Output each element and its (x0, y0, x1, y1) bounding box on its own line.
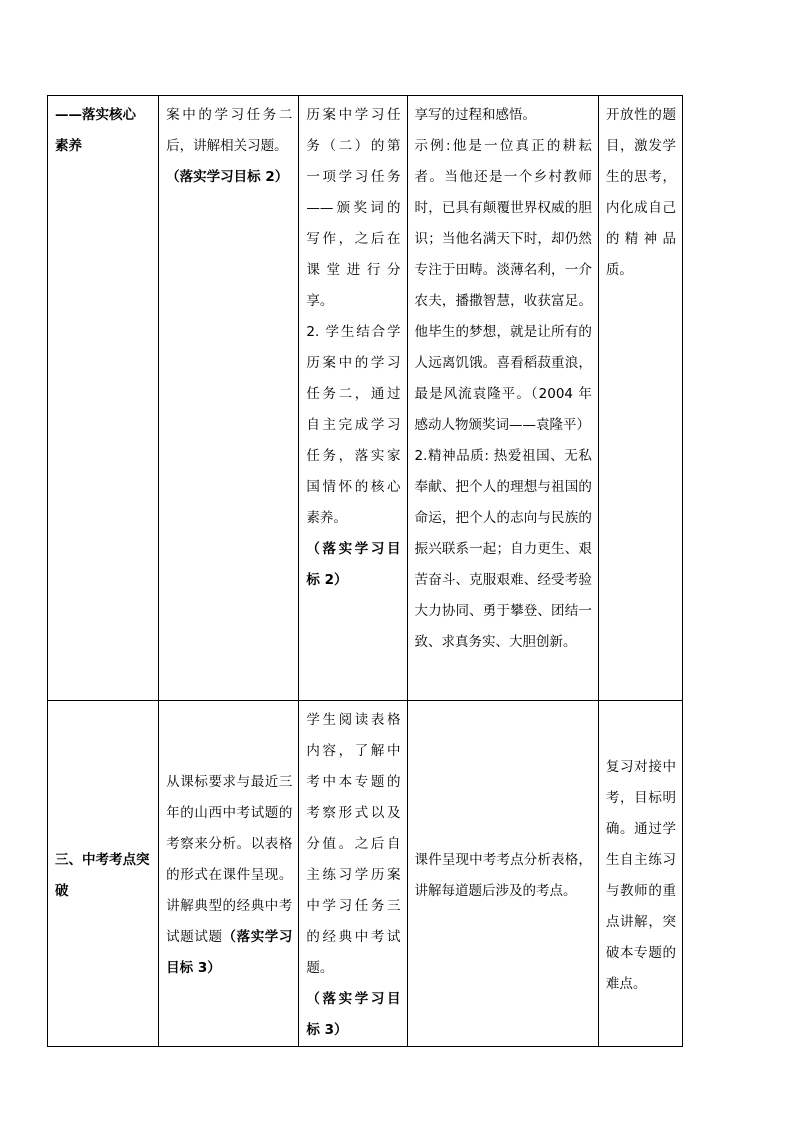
student-activity-text: 学生阅读表格内容，了解中考中本专题的考察形式以及分值。之后自主练习学历案中学习任务三的经典中考试题。 (306, 712, 401, 976)
content-line: 享写的过程和感悟。 (414, 107, 537, 123)
content-cell (407, 96, 598, 701)
student-activity-text: 历案中学习任务（二）的第一项学习任务——颁奖词的写作，之后在课堂进行分享。 (306, 107, 401, 309)
stage-title-line: 三、中考考点突 (55, 851, 150, 868)
stage-title-line: ——落实核心 (55, 107, 136, 123)
design-intent-text: 复习对接中考，目标明确。通过学生自主练习与教师的重点讲解，突破本专题的难点。 (605, 758, 676, 992)
student-activity-cell (299, 701, 407, 1047)
learning-target-label: （落实学习目标 3） (306, 991, 401, 1038)
content-cell (407, 701, 598, 1047)
stage-title-line: 素养 (55, 138, 82, 154)
learning-target-label: （落实学习目标 2） (306, 541, 401, 588)
teacher-activity-cell (159, 701, 299, 1047)
design-intent-cell (598, 701, 682, 1047)
student-activity-cell (299, 96, 407, 701)
content-text: 课件呈现中考考点分析表格，讲解每道题后涉及的考点。 (414, 851, 592, 899)
stage-title-line: 破 (55, 882, 69, 899)
qualities-text: 2.精神品质: 热爱祖国、无私奉献、把个人的理想与祖国的命运，把个人的志向与民族的振兴联系一起；自力更生、艰苦奋斗、克服艰难、经受考验大力协同、勇于攀登、团结一致、求真务实、大胆创新。 (414, 448, 592, 650)
table-row (48, 701, 683, 1047)
stage-cell (48, 96, 159, 701)
lesson-plan-table (47, 95, 683, 1047)
teacher-activity-cell (159, 96, 299, 701)
design-intent-cell (598, 96, 682, 701)
stage-cell (48, 701, 159, 1047)
learning-target-label: （落实学习目标 3） (166, 929, 293, 976)
learning-target-label: （落实学习目标 2） (166, 169, 289, 185)
table-row (48, 96, 683, 701)
teacher-activity-text: 案中的学习任务二后，讲解相关习题。 (166, 107, 293, 154)
example-text: 示例:他是一位真正的耕耘者。当他还是一个乡村教师时，已具有颠覆世界权威的胆识；当他名满天下时，却仍然专注于田畴。淡薄名利，一介农夫，播撒智慧，收获富足。他毕生的梦想，就是让所有的人远离饥饿。喜看稻菽重浪，最是风流袁隆平。（2004 年感动人物颁奖词——袁隆平） (414, 138, 592, 433)
student-activity-text-2: 2. 学生结合学历案中的学习任务二，通过自主完成学习任务，落实家国情怀的核心素养。 (306, 324, 401, 526)
design-intent-text: 开放性的题目，激发学生的思考，内化成自己的精神品质。 (605, 107, 676, 278)
teacher-activity-text: 从课标要求与最近三年的山西中考试题的考察来分析。以表格的形式在课件呈现。讲解典型的经典中考试题试题 (166, 774, 293, 945)
